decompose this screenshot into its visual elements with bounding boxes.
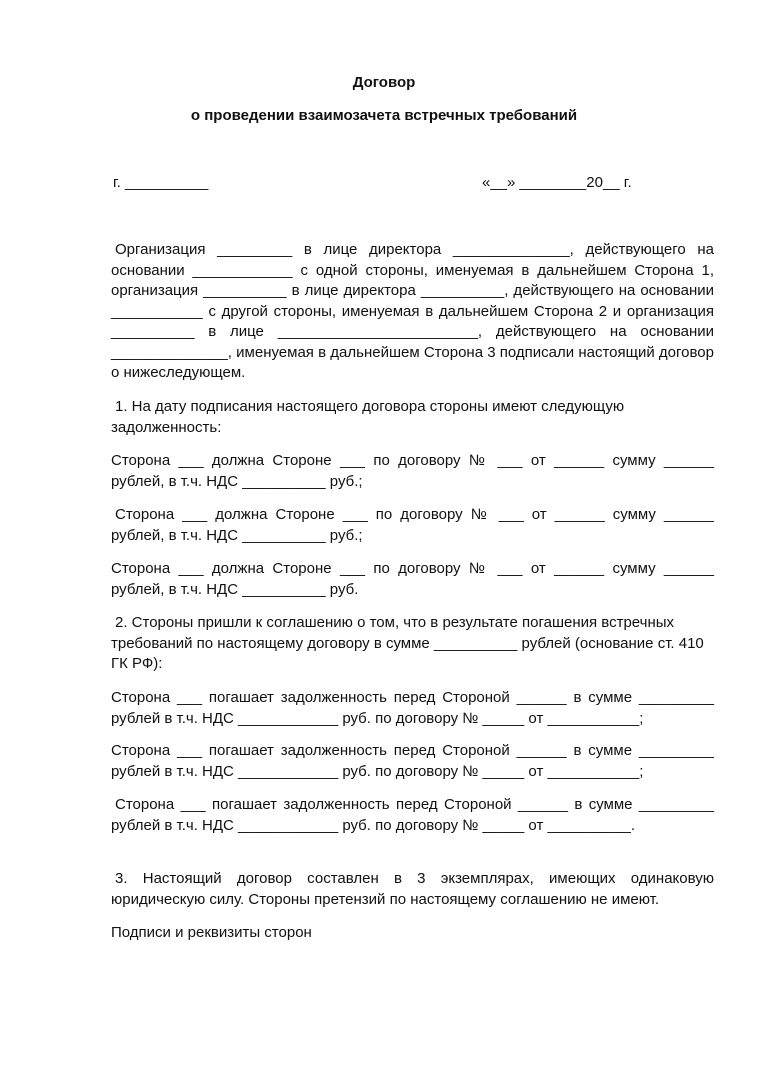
intro-paragraph: Организация _________ в лице директора ______________, действующего на основании ____________ с одной стороны, именуемая в дальнейшем Сторона 1, организация __________ в лице директора __________, действующего на основании ___________ с другой стороны, именуемая в дальнейшем Сторона 2 и организация __________ в лице ________________________, действующего на основании ______________, именуемая в дальнейшем Сторона 3 подписали настоящий договор о нижеследующем. — [111, 241, 714, 381]
document-subtitle: о проведении взаимозачета встречных требований — [190, 107, 578, 124]
place-field: г. __________ — [113, 174, 209, 191]
repayment-item-3: Сторона ___ погашает задолженность перед Стороной ______ в сумме _________ рублей в т.ч. НДС ____________ руб. по договору № _____ от __________. — [111, 796, 714, 834]
debt-item-2: Сторона ___ должна Стороне ___ по договору № ___ от ______ сумму ______ рублей, в т.ч. НДС __________ руб.; — [111, 506, 714, 544]
signatures-heading: Подписи и реквизиты сторон — [111, 924, 312, 941]
date-field: «__» ________20__ г. — [482, 174, 632, 191]
document-title: Договор — [352, 74, 416, 91]
debt-item-1: Сторона ___ должна Стороне ___ по договору № ___ от ______ сумму ______ рублей, в т.ч. НДС __________ руб.; — [111, 452, 714, 490]
repayment-item-2: Сторона ___ погашает задолженность перед Стороной ______ в сумме _________ рублей в т.ч. НДС ____________ руб. по договору № _____ от ___________; — [111, 742, 714, 780]
debt-item-3: Сторона ___ должна Стороне ___ по договору № ___ от ______ сумму ______ рублей, в т.ч. НДС __________ руб. — [111, 560, 714, 598]
clause-1: 1. На дату подписания настоящего договора стороны имеют следующую задолженность: — [111, 398, 625, 436]
repayment-item-1: Сторона ___ погашает задолженность перед Стороной ______ в сумме _________ рублей в т.ч. НДС ____________ руб. по договору № _____ от ___________; — [111, 689, 714, 727]
clause-3: 3. Настоящий договор составлен в 3 экземплярах, имеющих одинаковую юридическую силу. Стороны претензий по настоящему соглашению не имеют. — [111, 870, 714, 908]
clause-2: 2. Стороны пришли к соглашению о том, что в результате погашения встречных требований по настоящему договору в сумме __________ рублей (основание ст. 410 ГК РФ): — [111, 614, 704, 672]
